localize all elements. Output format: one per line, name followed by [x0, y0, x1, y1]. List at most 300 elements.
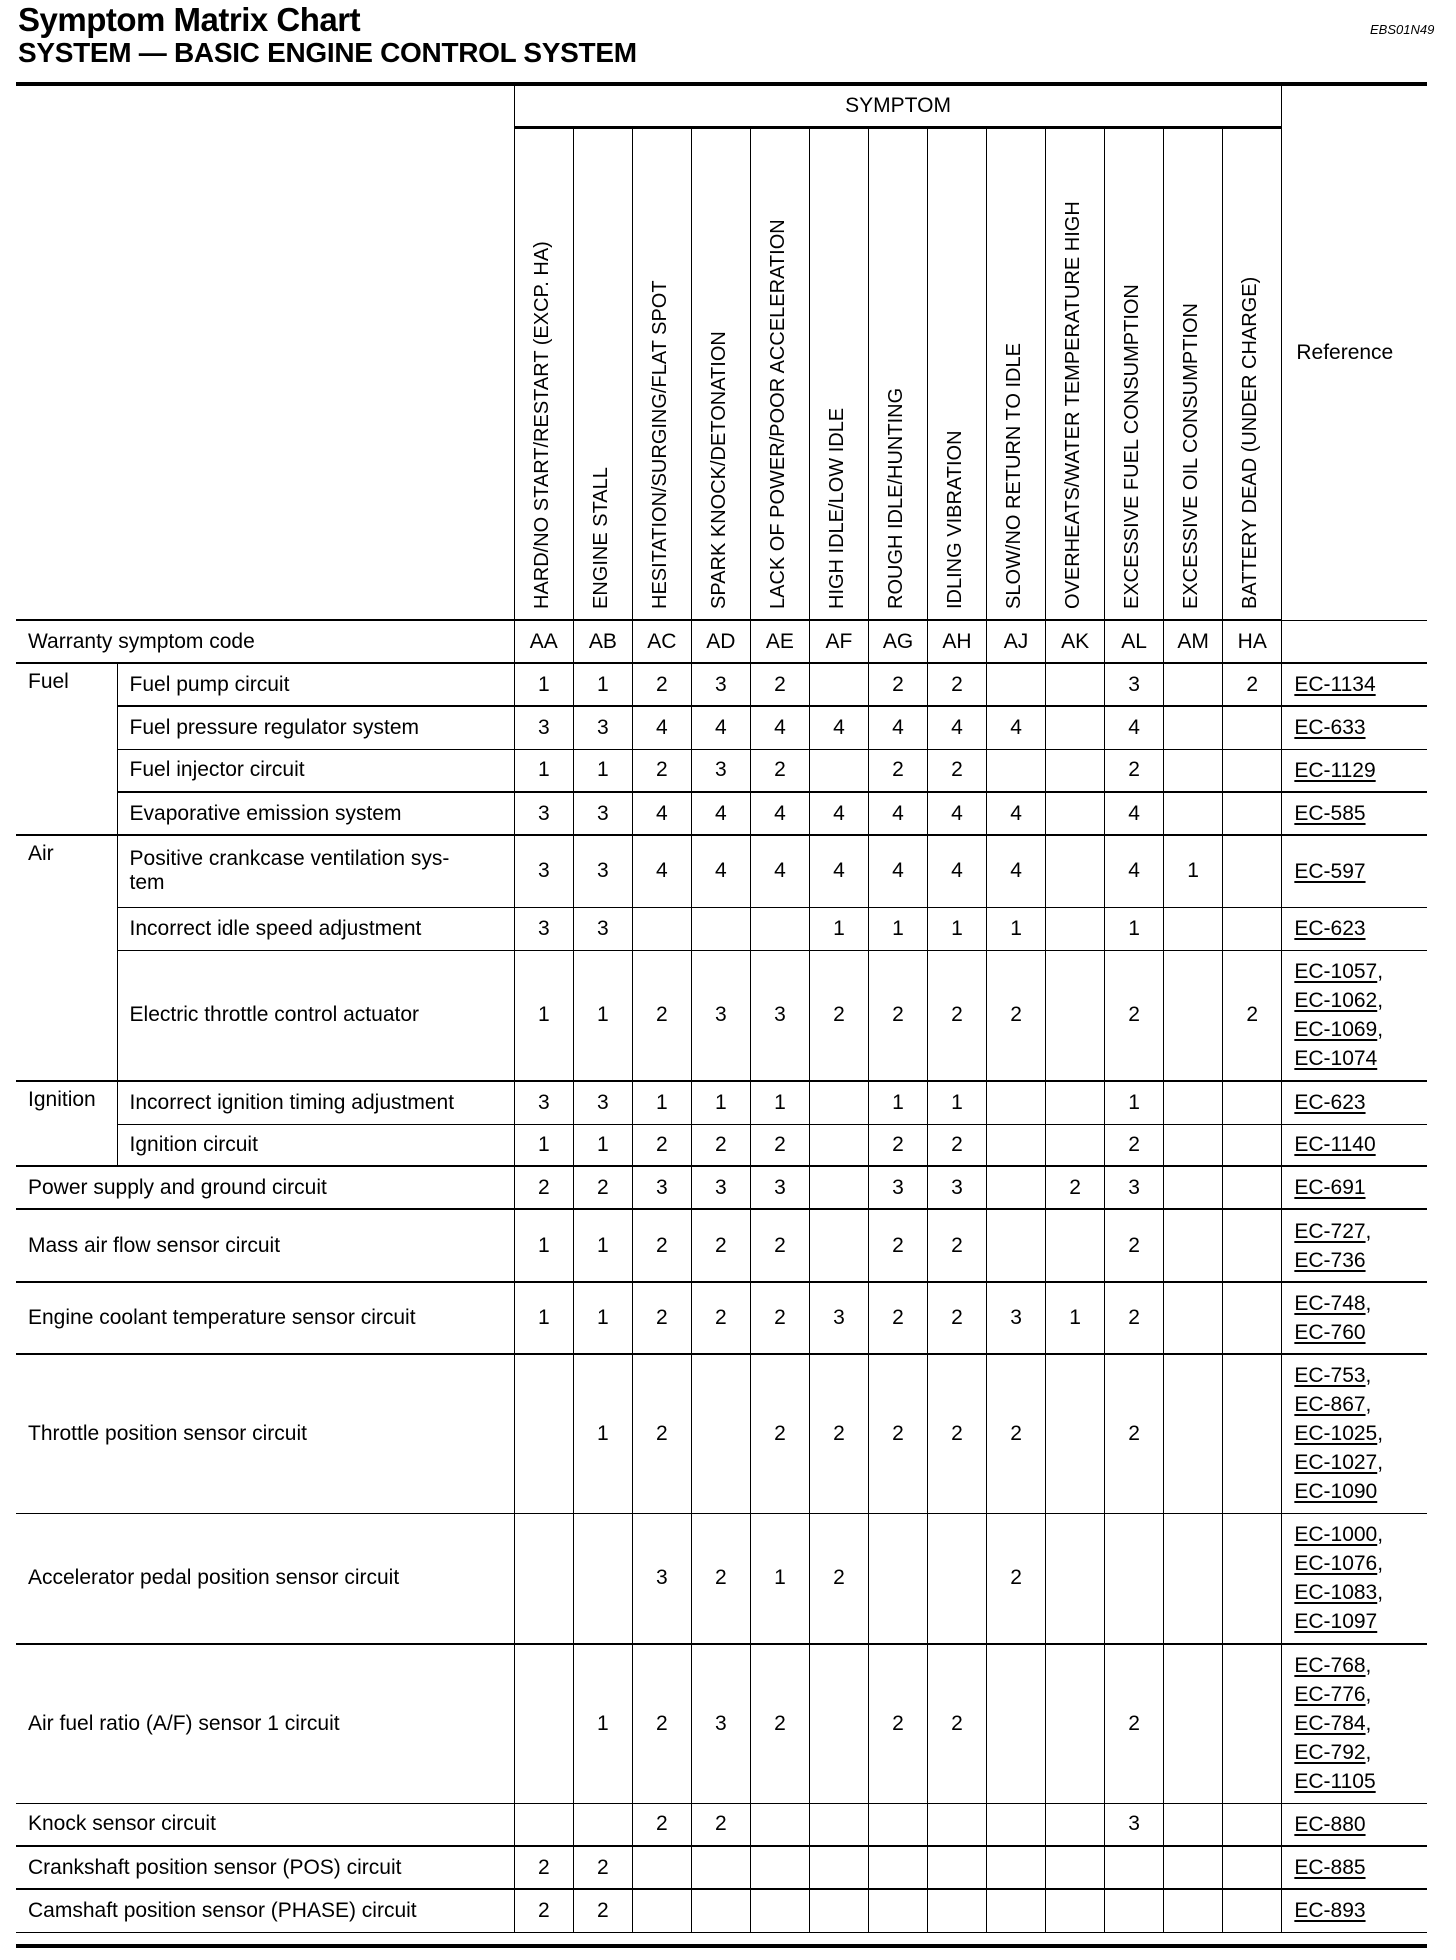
- priority-cell: [809, 749, 868, 792]
- reference-link[interactable]: EC-784: [1294, 1712, 1366, 1736]
- table-row: [16, 1166, 1427, 1209]
- reference-link[interactable]: EC-736: [1294, 1248, 1366, 1272]
- header-row-symptom: [16, 86, 1427, 128]
- priority-cell: 1: [573, 1282, 632, 1354]
- reference-separator: ,: [1365, 1292, 1372, 1315]
- priority-cell: [1046, 1081, 1105, 1124]
- priority-cell: 2: [632, 1124, 691, 1166]
- reference-link[interactable]: EC-1083: [1294, 1581, 1378, 1605]
- priority-cell: 2: [573, 1166, 632, 1209]
- table-row: [16, 749, 1427, 792]
- priority-cell: 4: [987, 835, 1046, 907]
- priority-cell: [987, 663, 1046, 706]
- priority-cell: 4: [750, 835, 809, 907]
- warranty-code-cell: AG: [868, 620, 927, 663]
- item-label: Crankshaft position sensor (POS) circuit: [16, 1846, 514, 1889]
- item-label: Air fuel ratio (A/F) sensor 1 circuit: [16, 1644, 514, 1803]
- item-label: Incorrect idle speed adjustment: [117, 907, 514, 950]
- priority-cell: [987, 1209, 1046, 1282]
- priority-cell: [1164, 1644, 1223, 1803]
- priority-cell: 2: [750, 1282, 809, 1354]
- priority-cell: [1164, 792, 1223, 835]
- priority-cell: [1223, 1081, 1282, 1124]
- priority-cell: [1164, 706, 1223, 749]
- priority-cell: 2: [928, 950, 987, 1081]
- priority-cell: [1046, 749, 1105, 792]
- priority-cell: [809, 663, 868, 706]
- priority-cell: [1046, 1354, 1105, 1513]
- priority-cell: 4: [691, 792, 750, 835]
- priority-cell: 1: [928, 907, 987, 950]
- priority-cell: 2: [750, 1644, 809, 1803]
- priority-cell: 1: [514, 749, 573, 792]
- priority-cell: 2: [691, 1124, 750, 1166]
- item-label: Ignition circuit: [117, 1124, 514, 1166]
- priority-cell: 3: [928, 1166, 987, 1209]
- reference-header: Reference: [1282, 86, 1427, 620]
- priority-cell: [1164, 749, 1223, 792]
- priority-cell: 2: [868, 1209, 927, 1282]
- symptom-label: IDLING VIBRATION: [944, 430, 967, 609]
- priority-cell: [928, 1889, 987, 1932]
- reference-separator: ,: [1377, 989, 1384, 1013]
- reference-link[interactable]: EC-1074: [1294, 1047, 1378, 1071]
- reference-cell: [1282, 835, 1427, 907]
- priority-cell: 2: [1046, 1166, 1105, 1209]
- priority-cell: 2: [868, 950, 927, 1081]
- reference-link[interactable]: EC-1140: [1294, 1133, 1376, 1157]
- priority-cell: [1046, 1644, 1105, 1803]
- symptom-column-header: [750, 128, 809, 621]
- reference-separator: ,: [1365, 1393, 1372, 1417]
- priority-cell: 3: [987, 1282, 1046, 1354]
- priority-cell: 3: [1105, 1166, 1164, 1209]
- reference-cell: [1282, 1166, 1427, 1209]
- reference-link[interactable]: EC-893: [1294, 1899, 1366, 1923]
- reference-cell: [1282, 907, 1427, 950]
- priority-cell: 4: [691, 835, 750, 907]
- symptom-label: HIGH IDLE/LOW IDLE: [825, 407, 848, 609]
- priority-cell: 1: [868, 907, 927, 950]
- priority-cell: 2: [928, 749, 987, 792]
- priority-cell: [1223, 706, 1282, 749]
- priority-cell: 2: [632, 1644, 691, 1803]
- symptom-label: BATTERY DEAD (UNDER CHARGE): [1239, 276, 1262, 609]
- priority-cell: 4: [632, 835, 691, 907]
- priority-cell: 2: [1105, 950, 1164, 1081]
- item-label: Fuel pump circuit: [117, 663, 514, 706]
- warranty-code-label: Warranty symptom code: [16, 620, 514, 663]
- priority-cell: [987, 1644, 1046, 1803]
- reference-link[interactable]: EC-1097: [1294, 1610, 1378, 1634]
- priority-cell: 2: [1223, 663, 1282, 706]
- reference-link[interactable]: EC-880: [1294, 1812, 1366, 1836]
- priority-cell: [1164, 1282, 1223, 1354]
- reference-separator: ,: [1377, 1018, 1384, 1042]
- priority-cell: 3: [514, 835, 573, 907]
- priority-cell: 2: [573, 1889, 632, 1932]
- priority-cell: [809, 1209, 868, 1282]
- priority-cell: 4: [750, 792, 809, 835]
- warranty-code-cell: HA: [1223, 620, 1282, 663]
- item-label: Knock sensor circuit: [16, 1803, 514, 1846]
- reference-separator: ,: [1365, 1654, 1372, 1678]
- warranty-code-cell: AM: [1164, 620, 1223, 663]
- priority-cell: 1: [573, 1209, 632, 1282]
- priority-cell: [1164, 907, 1223, 950]
- warranty-code-cell: AK: [1046, 620, 1105, 663]
- table-row: [16, 1644, 1427, 1803]
- priority-cell: 1: [1046, 1282, 1105, 1354]
- priority-cell: 2: [750, 1124, 809, 1166]
- priority-cell: [1046, 792, 1105, 835]
- priority-cell: 3: [573, 1081, 632, 1124]
- priority-cell: 2: [868, 663, 927, 706]
- table-row: [16, 1354, 1427, 1513]
- priority-cell: 2: [691, 1209, 750, 1282]
- symptom-label: ROUGH IDLE/HUNTING: [884, 387, 907, 609]
- reference-separator: ,: [1377, 1552, 1384, 1576]
- reference-separator: ,: [1377, 1523, 1384, 1547]
- table-row: [16, 706, 1427, 749]
- priority-cell: 2: [868, 749, 927, 792]
- reference-link[interactable]: EC-691: [1294, 1176, 1366, 1199]
- reference-separator: ,: [1377, 1581, 1384, 1605]
- priority-cell: 2: [928, 1209, 987, 1282]
- priority-cell: 2: [928, 1354, 987, 1513]
- priority-cell: 3: [514, 907, 573, 950]
- priority-cell: 2: [514, 1889, 573, 1932]
- priority-cell: 1: [691, 1081, 750, 1124]
- priority-cell: 4: [928, 706, 987, 749]
- item-label: Positive crankcase ventilation sys- tem: [117, 835, 514, 907]
- reference-separator: ,: [1365, 1712, 1372, 1736]
- symptom-column-header: [514, 128, 573, 621]
- warranty-code-cell: AE: [750, 620, 809, 663]
- priority-cell: [1046, 835, 1105, 907]
- item-label: Camshaft position sensor (PHASE) circuit: [16, 1889, 514, 1932]
- priority-cell: 2: [632, 950, 691, 1081]
- item-label: Power supply and ground circuit: [16, 1166, 514, 1209]
- priority-cell: 2: [750, 1209, 809, 1282]
- priority-cell: 3: [691, 1166, 750, 1209]
- priority-cell: [750, 1846, 809, 1889]
- priority-cell: 4: [632, 792, 691, 835]
- priority-cell: 2: [632, 1282, 691, 1354]
- item-label: Engine coolant temperature sensor circuit: [16, 1282, 514, 1354]
- priority-cell: [1223, 792, 1282, 835]
- reference-cell: [1282, 792, 1427, 835]
- group-label: Fuel: [16, 663, 117, 835]
- symptom-label: LACK OF POWER/POOR ACCELERATION: [766, 219, 789, 609]
- page-title: Symptom Matrix Chart: [18, 1, 361, 38]
- priority-cell: 2: [632, 1209, 691, 1282]
- priority-cell: 1: [1105, 1081, 1164, 1124]
- symptom-column-header: [632, 128, 691, 621]
- priority-cell: [868, 1846, 927, 1889]
- priority-cell: 3: [573, 792, 632, 835]
- priority-cell: 1: [750, 1513, 809, 1644]
- item-label: Accelerator pedal position sensor circuit: [16, 1513, 514, 1644]
- priority-cell: 4: [987, 792, 1046, 835]
- priority-cell: 4: [987, 706, 1046, 749]
- priority-cell: [809, 1846, 868, 1889]
- priority-cell: 2: [750, 749, 809, 792]
- priority-cell: 4: [750, 706, 809, 749]
- reference-link[interactable]: EC-633: [1294, 716, 1366, 740]
- priority-cell: [987, 749, 1046, 792]
- table-row: [16, 1803, 1427, 1846]
- priority-cell: 1: [632, 1081, 691, 1124]
- priority-cell: 1: [573, 749, 632, 792]
- reference-separator: ,: [1377, 960, 1384, 984]
- reference-separator: ,: [1365, 1741, 1372, 1765]
- priority-cell: 3: [1105, 663, 1164, 706]
- priority-cell: [868, 1889, 927, 1932]
- priority-cell: 2: [928, 663, 987, 706]
- priority-cell: 4: [1105, 835, 1164, 907]
- priority-cell: 3: [691, 663, 750, 706]
- reference-link[interactable]: EC-1027: [1294, 1451, 1378, 1475]
- priority-cell: 2: [1105, 749, 1164, 792]
- priority-cell: [514, 1803, 573, 1846]
- priority-cell: 2: [987, 1354, 1046, 1513]
- reference-link[interactable]: EC-1000: [1294, 1523, 1378, 1547]
- priority-cell: [691, 1846, 750, 1889]
- priority-cell: 1: [573, 950, 632, 1081]
- priority-cell: 1: [809, 907, 868, 950]
- table-row: [16, 1209, 1427, 1282]
- priority-cell: 1: [514, 950, 573, 1081]
- priority-cell: [1105, 1846, 1164, 1889]
- reference-separator: ,: [1365, 1364, 1372, 1388]
- priority-cell: [1164, 1513, 1223, 1644]
- priority-cell: [1164, 1081, 1223, 1124]
- table-row: [16, 1889, 1427, 1932]
- priority-cell: 1: [573, 1124, 632, 1166]
- priority-cell: [809, 1889, 868, 1932]
- reference-separator: ,: [1365, 1683, 1372, 1707]
- priority-cell: 1: [750, 1081, 809, 1124]
- priority-cell: 3: [514, 1081, 573, 1124]
- priority-cell: [1046, 706, 1105, 749]
- priority-cell: 2: [1223, 950, 1282, 1081]
- priority-cell: 1: [514, 1209, 573, 1282]
- reference-link[interactable]: EC-776: [1294, 1683, 1366, 1707]
- priority-cell: 3: [632, 1513, 691, 1644]
- priority-cell: 4: [809, 835, 868, 907]
- priority-cell: [750, 1889, 809, 1932]
- priority-cell: [809, 1166, 868, 1209]
- reference-cell: [1282, 1354, 1427, 1513]
- priority-cell: 4: [691, 706, 750, 749]
- priority-cell: [868, 1803, 927, 1846]
- reference-link[interactable]: EC-768: [1294, 1654, 1366, 1678]
- reference-link[interactable]: EC-1076: [1294, 1552, 1378, 1576]
- priority-cell: 2: [632, 663, 691, 706]
- reference-link[interactable]: EC-623: [1294, 1091, 1366, 1115]
- reference-cell: [1282, 1081, 1427, 1124]
- priority-cell: [987, 1166, 1046, 1209]
- priority-cell: [1223, 1846, 1282, 1889]
- reference-link[interactable]: EC-1134: [1294, 673, 1376, 696]
- reference-link[interactable]: EC-585: [1294, 802, 1366, 825]
- priority-cell: [632, 1889, 691, 1932]
- item-label: Incorrect ignition timing adjustment: [117, 1081, 514, 1124]
- priority-cell: 2: [928, 1282, 987, 1354]
- priority-cell: 1: [868, 1081, 927, 1124]
- priority-cell: 4: [1105, 706, 1164, 749]
- priority-cell: [987, 1889, 1046, 1932]
- reference-link[interactable]: EC-792: [1294, 1741, 1366, 1765]
- priority-cell: 2: [691, 1282, 750, 1354]
- priority-cell: 3: [514, 792, 573, 835]
- priority-cell: 2: [809, 1513, 868, 1644]
- reference-cell: [1282, 663, 1427, 706]
- reference-link[interactable]: EC-727: [1294, 1219, 1366, 1243]
- priority-cell: [1223, 1282, 1282, 1354]
- priority-cell: 4: [928, 792, 987, 835]
- priority-cell: 3: [691, 749, 750, 792]
- group-label: Ignition: [16, 1081, 117, 1166]
- priority-cell: 1: [573, 663, 632, 706]
- priority-cell: [1164, 1889, 1223, 1932]
- item-label: Mass air flow sensor circuit: [16, 1209, 514, 1282]
- reference-separator: ,: [1377, 1451, 1384, 1475]
- symptom-label: SLOW/NO RETURN TO IDLE: [1003, 343, 1026, 609]
- reference-link[interactable]: EC-597: [1294, 859, 1366, 883]
- reference-cell: [1282, 1846, 1427, 1889]
- reference-link[interactable]: EC-1129: [1294, 758, 1376, 782]
- priority-cell: [750, 1803, 809, 1846]
- priority-cell: [1223, 1166, 1282, 1209]
- reference-cell: [1282, 1889, 1427, 1932]
- reference-link[interactable]: EC-867: [1294, 1393, 1366, 1417]
- reference-link[interactable]: EC-1057: [1294, 960, 1378, 984]
- reference-link[interactable]: EC-1069: [1294, 1018, 1378, 1042]
- priority-cell: [987, 1846, 1046, 1889]
- reference-link[interactable]: EC-1062: [1294, 989, 1378, 1013]
- table-row: [16, 950, 1427, 1081]
- reference-cell: [1282, 1513, 1427, 1644]
- symptom-column-header: [1046, 128, 1105, 621]
- symptom-column-header: [691, 128, 750, 621]
- priority-cell: [809, 1081, 868, 1124]
- table-row: [16, 1513, 1427, 1644]
- priority-cell: 1: [1105, 907, 1164, 950]
- priority-cell: 3: [691, 950, 750, 1081]
- reference-separator: ,: [1377, 1422, 1384, 1446]
- warranty-code-cell: AD: [691, 620, 750, 663]
- group-label: Air: [16, 835, 117, 1081]
- reference-link[interactable]: EC-748: [1294, 1292, 1366, 1315]
- reference-link[interactable]: EC-753: [1294, 1364, 1366, 1388]
- reference-link[interactable]: EC-1025: [1294, 1422, 1378, 1446]
- priority-cell: [691, 1354, 750, 1513]
- reference-cell: [1282, 706, 1427, 749]
- priority-cell: [809, 1803, 868, 1846]
- symptom-label: HESITATION/SURGING/FLAT SPOT: [648, 280, 671, 609]
- reference-link[interactable]: EC-1090: [1294, 1480, 1378, 1504]
- priority-cell: [1046, 1209, 1105, 1282]
- item-label: Electric throttle control actuator: [117, 950, 514, 1081]
- priority-cell: [1046, 1513, 1105, 1644]
- item-label: Fuel pressure regulator system: [117, 706, 514, 749]
- priority-cell: 2: [987, 950, 1046, 1081]
- priority-cell: 2: [514, 1846, 573, 1889]
- warranty-code-cell: AC: [632, 620, 691, 663]
- reference-cell: [1282, 950, 1427, 1081]
- priority-cell: [573, 1513, 632, 1644]
- table-row: [16, 1124, 1427, 1166]
- table-row: [16, 1282, 1427, 1354]
- priority-cell: [1164, 1166, 1223, 1209]
- reference-link[interactable]: EC-885: [1294, 1856, 1366, 1879]
- warranty-code-cell: AA: [514, 620, 573, 663]
- priority-cell: 3: [632, 1166, 691, 1209]
- priority-cell: [1046, 1889, 1105, 1932]
- priority-cell: 2: [691, 1803, 750, 1846]
- table-row: [16, 1846, 1427, 1889]
- priority-cell: 3: [573, 835, 632, 907]
- symptom-column-header: [928, 128, 987, 621]
- priority-cell: [1164, 1803, 1223, 1846]
- priority-cell: 2: [987, 1513, 1046, 1644]
- priority-cell: 2: [868, 1124, 927, 1166]
- priority-cell: 2: [514, 1166, 573, 1209]
- reference-link[interactable]: EC-760: [1294, 1321, 1366, 1344]
- priority-cell: 1: [514, 1124, 573, 1166]
- priority-cell: [928, 1513, 987, 1644]
- header-blank-cell: [16, 86, 514, 620]
- symptom-label: SPARK KNOCK/DETONATION: [707, 331, 730, 609]
- reference-cell: [1282, 1282, 1427, 1354]
- priority-cell: 2: [1105, 1354, 1164, 1513]
- priority-cell: [928, 1803, 987, 1846]
- priority-cell: [1164, 1354, 1223, 1513]
- priority-cell: [1046, 950, 1105, 1081]
- warranty-code-cell: AH: [928, 620, 987, 663]
- reference-link[interactable]: EC-1105: [1294, 1770, 1376, 1794]
- priority-cell: [632, 1846, 691, 1889]
- priority-cell: [1164, 663, 1223, 706]
- reference-link[interactable]: EC-623: [1294, 917, 1366, 940]
- table-row: [16, 1081, 1427, 1124]
- priority-cell: [1164, 1124, 1223, 1166]
- priority-cell: 3: [868, 1166, 927, 1209]
- priority-cell: [1046, 1124, 1105, 1166]
- priority-cell: 4: [809, 792, 868, 835]
- priority-cell: 2: [928, 1644, 987, 1803]
- priority-cell: 1: [573, 1354, 632, 1513]
- priority-cell: [573, 1803, 632, 1846]
- priority-cell: 4: [1105, 792, 1164, 835]
- priority-cell: [1223, 1889, 1282, 1932]
- priority-cell: 2: [868, 1282, 927, 1354]
- priority-cell: [1223, 1124, 1282, 1166]
- priority-cell: 2: [1105, 1282, 1164, 1354]
- reference-cell: [1282, 749, 1427, 792]
- item-label: Fuel injector circuit: [117, 749, 514, 792]
- warranty-code-cell: AL: [1105, 620, 1164, 663]
- warranty-code-cell: AJ: [987, 620, 1046, 663]
- priority-cell: 4: [868, 706, 927, 749]
- symptom-column-header: [868, 128, 927, 621]
- priority-cell: [1105, 1513, 1164, 1644]
- reference-cell: [1282, 1209, 1427, 1282]
- priority-cell: [514, 1513, 573, 1644]
- symptom-column-header: [1164, 128, 1223, 621]
